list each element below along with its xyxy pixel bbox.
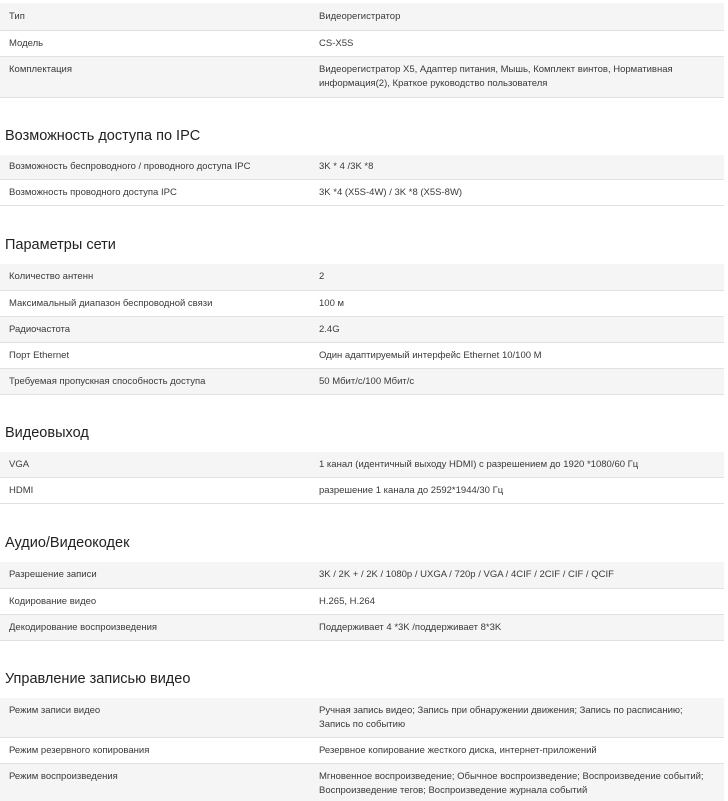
spec-value: Поддерживает 4 *3K /поддерживает 8*3K	[309, 614, 724, 640]
section-title: Видеовыход	[5, 424, 89, 441]
spec-value: H.265, H.264	[309, 588, 724, 614]
spec-key: Разрешение записи	[0, 562, 309, 588]
table-row	[0, 738, 724, 764]
spec-value: 3K / 2K + / 2K / 1080p / UXGA / 720p / VGA / 4CIF / 2CIF / CIF / QCIF	[309, 562, 724, 588]
spec-key: Возможность беспроводного / проводного доступа IPC	[0, 155, 309, 180]
spec-value: Видеорегистратор X5, Адаптер питания, Мышь, Комплект винтов, Нормативная информация(2), Краткое руководство пользователя	[309, 56, 724, 97]
spec-key: Количество антенн	[0, 264, 309, 290]
table-row	[0, 452, 724, 478]
spec-key: Радиочастота	[0, 316, 309, 342]
spec-table-general	[0, 3, 724, 98]
spec-key: Возможность проводного доступа IPC	[0, 180, 309, 206]
spec-value: 50 Мбит/с/100 Мбит/с	[309, 368, 724, 394]
spec-value: 2	[309, 264, 724, 290]
spec-key: Режим воспроизведения	[0, 764, 309, 801]
table-row	[0, 316, 724, 342]
section-title: Управление записью видео	[5, 670, 191, 687]
table-row	[0, 30, 724, 56]
spec-value: 3K * 4 /3K *8	[309, 155, 724, 180]
section-video-output	[0, 423, 724, 505]
spec-key: Кодирование видео	[0, 588, 309, 614]
table-row	[0, 3, 724, 30]
spec-table-recording	[0, 698, 724, 801]
spec-value: Видеорегистратор	[309, 3, 724, 30]
spec-key: Комплектация	[0, 56, 309, 97]
spec-key: Модель	[0, 30, 309, 56]
spec-value: Один адаптируемый интерфейс Ethernet 10/100 M	[309, 342, 724, 368]
section-title: Аудио/Видеокодек	[5, 535, 130, 551]
table-row	[0, 342, 724, 368]
section-general	[0, 0, 724, 98]
table-row	[0, 290, 724, 316]
table-row	[0, 56, 724, 97]
spec-value: Резервное копирование жесткого диска, интернет-приложений	[309, 738, 724, 764]
spec-key: Режим резервного копирования	[0, 738, 309, 764]
spec-value: 2.4G	[309, 316, 724, 342]
section-ipc	[0, 126, 724, 207]
spec-table-network	[0, 264, 724, 395]
spec-value: 1 канал (идентичный выходу HDMI) с разрешением до 1920 *1080/60 Гц	[309, 452, 724, 478]
spec-key: HDMI	[0, 478, 309, 504]
spec-table-ipc	[0, 155, 724, 207]
table-row	[0, 368, 724, 394]
spec-key: Требуемая пропускная способность доступа	[0, 368, 309, 394]
section-title: Возможность доступа по IPC	[5, 127, 201, 144]
spec-key: Максимальный диапазон беспроводной связи	[0, 290, 309, 316]
table-row	[0, 698, 724, 738]
spec-value: разрешение 1 канала до 2592*1944/30 Гц	[309, 478, 724, 504]
table-row	[0, 180, 724, 206]
spec-key: Порт Ethernet	[0, 342, 309, 368]
spec-table-codec	[0, 562, 724, 641]
spec-table-video-output	[0, 452, 724, 505]
section-title: Параметры сети	[5, 237, 116, 253]
section-network	[0, 235, 724, 395]
table-row	[0, 562, 724, 588]
section-recording	[0, 669, 724, 801]
table-row	[0, 478, 724, 504]
table-row	[0, 614, 724, 640]
table-row	[0, 764, 724, 801]
spec-value: Мгновенное воспроизведение; Обычное воспроизведение; Воспроизведение событий; Воспроизведение тегов; Воспроизведение журнала событий	[309, 764, 724, 801]
spec-value: CS-X5S	[309, 30, 724, 56]
table-row	[0, 155, 724, 180]
spec-value: 100 м	[309, 290, 724, 316]
spec-key: Режим записи видео	[0, 698, 309, 738]
spec-key: VGA	[0, 452, 309, 478]
spec-key: Декодирование воспроизведения	[0, 614, 309, 640]
section-codec	[0, 533, 724, 641]
spec-value: 3K *4 (X5S-4W) / 3K *8 (X5S-8W)	[309, 180, 724, 206]
table-row	[0, 264, 724, 290]
spec-value: Ручная запись видео; Запись при обнаружении движения; Запись по расписанию; Запись по событию	[309, 698, 724, 738]
spec-key: Тип	[0, 3, 309, 30]
table-row	[0, 588, 724, 614]
